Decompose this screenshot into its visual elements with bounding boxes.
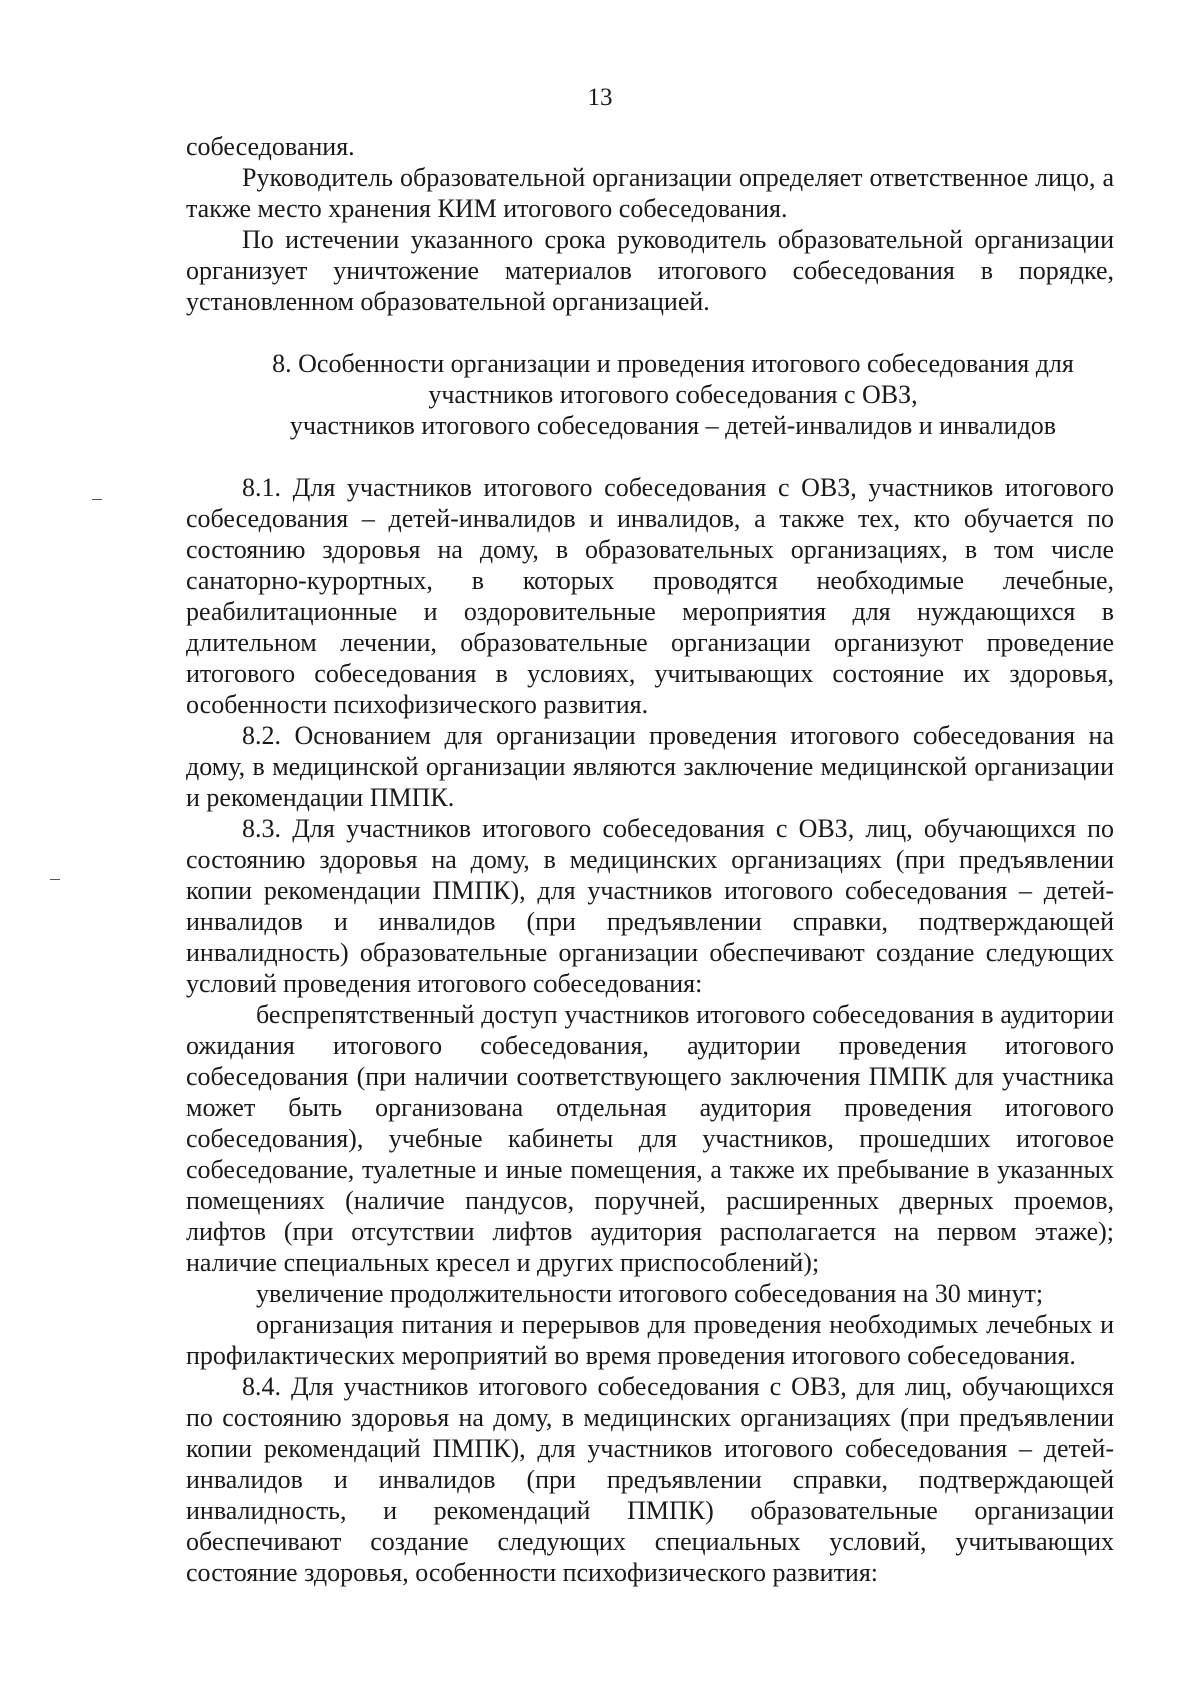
- section-heading-line: участников итогового собеседования – детей-инвалидов и инвалидов: [289, 411, 1057, 440]
- paragraph-8-1: 8.1. Для участников итогового собеседования с ОВЗ, участников итогового собеседования – детей-инвалидов и инвалидов, а также тех, кто обучается по состоянию здоровья на дому, в образовательных организациях, в том числе санаторно-курортных, в которых проводятся необходимые лечебные, реабилитационные и оздоровительные мероприятия для нуждающихся в длительном лечении, образовательные организации организуют проведение итогового собеседования в условиях, учитывающих состояние их здоровья, особенности психофизического развития.: [186, 473, 1114, 719]
- scan-mark: [92, 499, 102, 500]
- page-number: 13: [587, 84, 613, 111]
- paragraph-access-conditions: беспрепятственный доступ участников итогового собеседования в аудитории ожидания итогового собеседования, аудитории проведения итогового собеседования (при наличии соответствующего заключения ПМПК для участника может быть организована отдельная аудитория проведения итогового собеседования), учебные кабинеты для участников, прошедших итоговое собеседование, туалетные и иные помещения, а также их пребывание в указанных помещениях (наличие пандусов, поручней, расширенных дверных проемов, лифтов (при отсутствии лифтов аудитория располагается на первом этаже); наличие специальных кресел и других приспособлений);: [186, 1000, 1114, 1277]
- paragraph-duration-increase: увеличение продолжительности итогового собеседования на 30 минут;: [256, 1279, 1044, 1308]
- paragraph-continuation: собеседования.: [186, 132, 355, 161]
- paragraph-8-4: 8.4. Для участников итогового собеседования с ОВЗ, для лиц, обучающихся по состоянию здоровья на дому, в медицинских организациях (при предъявлении копии рекомендаций ПМПК), для участников итогового собеседования – детей-инвалидов и инвалидов (при предъявлении справки, подтверждающей инвалидность, и рекомендаций ПМПК) образовательные организации обеспечивают создание следующих специальных условий, учитывающих состояние здоровья, особенности психофизического развития:: [186, 1372, 1114, 1587]
- paragraph-responsible-person: Руководитель образовательной организации определяет ответственное лицо, а также место хранения КИМ итогового собеседования.: [186, 163, 1114, 223]
- section-heading-8: [186, 348, 1114, 441]
- section-heading-line: 8. Особенности организации и проведения итогового собеседования для: [272, 349, 1074, 378]
- paragraph-8-3: 8.3. Для участников итогового собеседования с ОВЗ, лиц, обучающихся по состоянию здоровья на дому, в медицинских организациях (при предъявлении копии рекомендации ПМПК), для участников итогового собеседования – детей-инвалидов и инвалидов (при предъявлении справки, подтверждающей инвалидность) образовательные организации обеспечивают создание следующих условий проведения итогового собеседования:: [186, 814, 1114, 998]
- section-heading-line: участников итогового собеседования с ОВЗ,: [428, 380, 918, 409]
- document-body: [186, 131, 1114, 1588]
- scan-mark: [50, 879, 60, 880]
- paragraph-8-2: 8.2. Основанием для организации проведения итогового собеседования на дому, в медицинской организации являются заключение медицинской организации и рекомендации ПМПК.: [186, 721, 1114, 812]
- paragraph-meals-breaks: организация питания и перерывов для проведения необходимых лечебных и профилактических мероприятий во время проведения итогового собеседования.: [186, 1310, 1114, 1370]
- paragraph-materials-destruction: По истечении указанного срока руководитель образовательной организации организует уничтожение материалов итогового собеседования в порядке, установленном образовательной организацией.: [186, 225, 1114, 316]
